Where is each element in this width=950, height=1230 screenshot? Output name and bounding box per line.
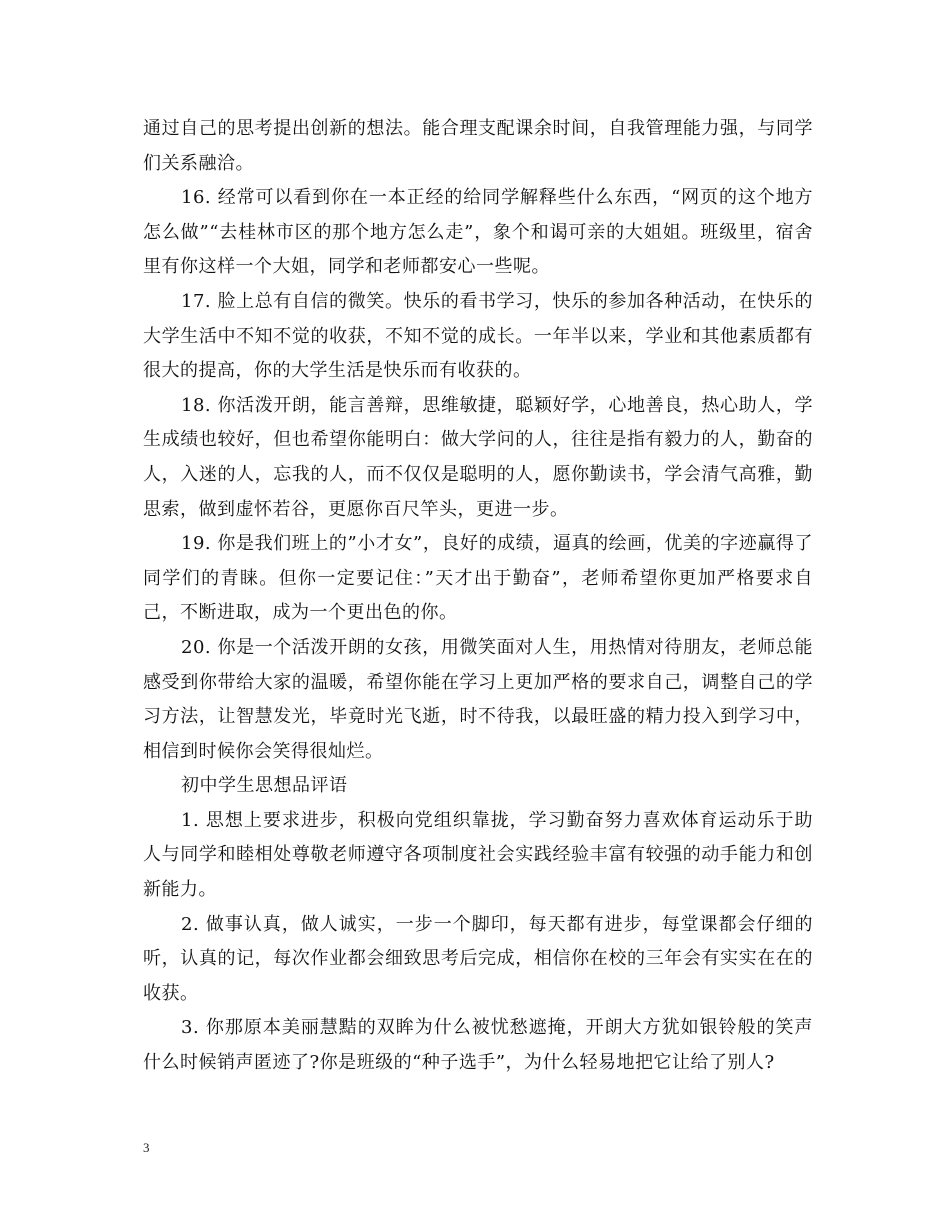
paragraph: 19. 你是我们班上的”小才女”，良好的成绩，逼真的绘画，优美的字迹赢得了同学们的青睐。但你一定要记住：”天才出于勤奋”，老师希望你更加严格要求自己，不断进取，成为一个更出色的你。 — [143, 533, 813, 624]
paragraph: 16. 经常可以看到你在一本正经的给同学解释些什么东西，“网页的这个地方怎么做”“去桂林市区的那个地方怎么走”，象个和谒可亲的大姐姐。班级里，宿舍里有你这样一个大姐，同学和老师都安心一些呢。 — [143, 187, 813, 278]
paragraph: 通过自己的思考提出创新的想法。能合理支配课余时间，自我管理能力强，与同学们关系融洽。 — [143, 118, 813, 174]
page-number: 3 — [143, 1140, 150, 1155]
section-heading: 初中学生思想品评语 — [181, 775, 348, 797]
paragraph: 20. 你是一个活泼开朗的女孩，用微笑面对人生，用热情对待朋友，老师总能感受到你带给大家的温暖，希望你能在学习上更加严格的要求自己，调整自己的学习方法，让智慧发光，毕竟时光飞逝，时不待我，以最旺盛的精力投入到学习中，相信到时候你会笑得很灿烂。 — [143, 636, 813, 762]
paragraph: 2. 做事认真，做人诚实，一步一个脚印，每天都有进步，每堂课都会仔细的听，认真的记，每次作业都会细致思考后完成，相信你在校的三年会有实实在在的收获。 — [143, 913, 813, 1004]
document-body — [143, 112, 813, 1081]
paragraph: 1. 思想上要求进步，积极向党组织靠拢，学习勤奋努力喜欢体育运动乐于助人与同学和睦相处尊敬老师遵守各项制度社会实践经验丰富有较强的动手能力和创新能力。 — [143, 809, 813, 901]
paragraph: 18. 你活泼开朗，能言善辩，思维敏捷，聪颖好学，心地善良，热心助人，学生成绩也较好，但也希望你能明白：做大学问的人，往往是指有毅力的人，勤奋的人，入迷的人，忘我的人，而不仅仅是聪明的人，愿你勤读书，学会清气高雅，勤思索，做到虚怀若谷，更愿你百尺竿头，更进一步。 — [143, 394, 813, 520]
paragraph: 3. 你那原本美丽慧黠的双眸为什么被忧愁遮掩，开朗大方犹如银铃般的笑声什么时候销声匿迹了?你是班级的“种子选手”，为什么轻易地把它让给了别人? — [143, 1017, 813, 1074]
paragraph: 17. 脸上总有自信的微笑。快乐的看书学习，快乐的参加各种活动，在快乐的大学生活中不知不觉的收获，不知不觉的成长。一年半以来，学业和其他素质都有很大的提高，你的大学生活是快乐而有收获的。 — [143, 290, 813, 382]
